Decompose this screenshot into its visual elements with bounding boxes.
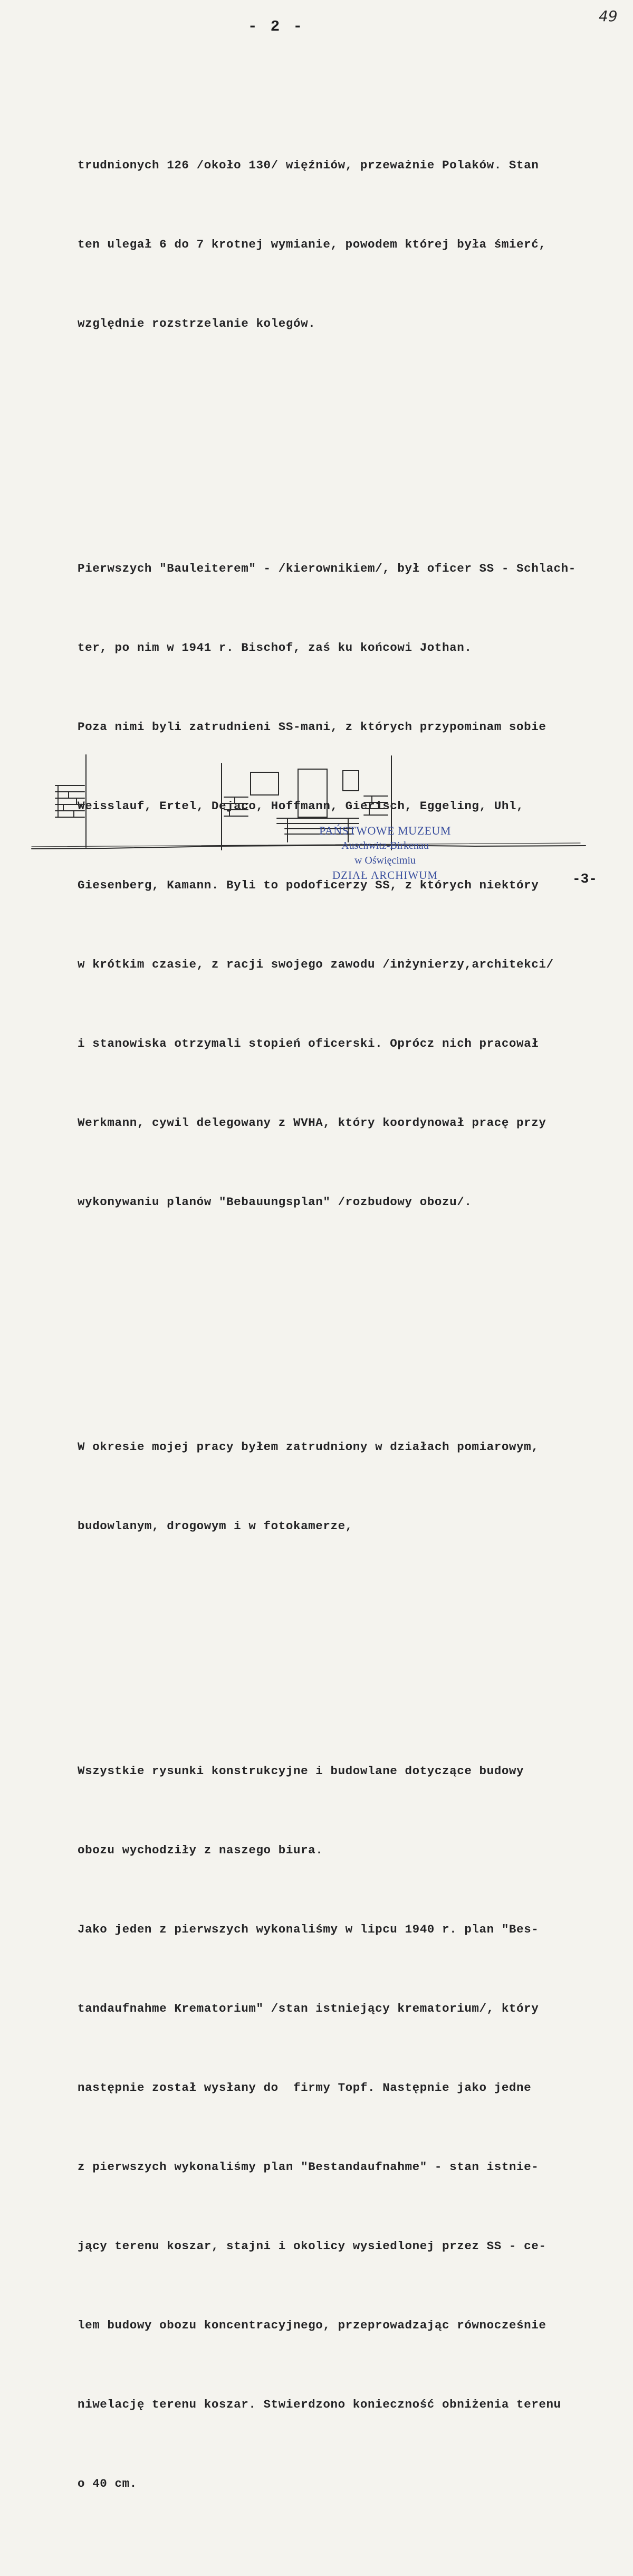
text-line: względnie rozstrzelanie kolegów.	[78, 317, 316, 330]
page-number: - 2 -	[248, 18, 305, 35]
text-line: Poza nimi byli zatrudnieni SS-mani, z których przypominam sobie	[78, 720, 546, 734]
text-line: z pierwszych wykonaliśmy plan "Bestandaufnahme" - stan istnie-	[78, 2160, 539, 2174]
archive-folio-number: 49	[599, 7, 618, 25]
text-line: o 40 cm.	[78, 2477, 137, 2490]
left-brick	[55, 785, 84, 817]
text-line: jący terenu koszar, stajni i okolicy wysiedlonej przez SS - ce-	[78, 2239, 546, 2253]
text-line: i stanowiska otrzymali stopień oficerski. Oprócz nich pracował	[78, 1037, 539, 1050]
text-line: niwelację terenu koszar. Stwierdzono konieczność obniżenia terenu	[78, 2398, 561, 2411]
door	[298, 769, 327, 817]
text-line: w krótkim czasie, z racji swojego zawodu /inżynierzy,architekci/	[78, 958, 554, 971]
paragraph-2	[78, 503, 626, 1268]
text-line: Jako jeden z pierwszych wykonaliśmy w lipcu 1940 r. plan "Bes-	[78, 1922, 539, 1936]
text-line: Weisslauf, Ertel, Dejaco, Hoffmann, Gierisch, Eggeling, Uhl,	[78, 799, 524, 813]
window-right	[343, 771, 359, 791]
text-line: lem budowy obozu koncentracyjnego, przeprowadzając równocześnie	[78, 2318, 546, 2332]
text-line: ten ulegał 6 do 7 krotnej wymianie, powodem której była śmierć,	[78, 238, 546, 251]
museum-stamp	[295, 823, 475, 883]
window-left	[251, 772, 279, 795]
text-line: wykonywaniu planów "Bebauungsplan" /rozbudowy obozu/.	[78, 1195, 472, 1209]
paragraph-4	[78, 1705, 626, 2550]
text-line: W okresie mojej pracy byłem zatrudniony w działach pomiarowym,	[78, 1440, 539, 1454]
paragraph-1	[78, 99, 626, 390]
stamp-line: PAŃSTWOWE MUZEUM	[319, 824, 451, 837]
stamp-line: w Oświęcimiu	[354, 855, 416, 866]
center-brick	[224, 797, 248, 816]
text-line: ter, po nim w 1941 r. Bischof, zaś ku końcowi Jothan.	[78, 641, 472, 655]
stamp-line: Auschwitz-Birkenau	[341, 840, 429, 851]
text-line: Pierwszych "Bauleiterem" - /kierownikiem/, był oficer SS - Schlach-	[78, 562, 576, 575]
typewritten-body	[78, 46, 626, 2576]
text-line: Giesenberg, Kamann. Byli to podoficerzy SS, z których niektóry	[78, 878, 539, 892]
text-line: Wszystkie rysunki konstrukcyjne i budowlane dotyczące budowy	[78, 1764, 524, 1778]
text-line: obozu wychodziły z naszego biura.	[78, 1843, 323, 1857]
paragraph-3	[78, 1381, 626, 1592]
text-line: Werkmann, cywil delegowany z WVHA, który koordynował pracę przy	[78, 1116, 546, 1130]
text-line: budowlanym, drogowym i w fotokamerze,	[78, 1519, 353, 1533]
text-line: trudnionych 126 /około 130/ więźniów, przeważnie Polaków. Stan	[78, 158, 539, 172]
right-brick	[364, 796, 388, 815]
text-line: następnie został wysłany do firmy Topf. Następnie jako jedne	[78, 2081, 532, 2095]
text-line: tandaufnahme Krematorium" /stan istniejący krematorium/, który	[78, 2002, 539, 2015]
next-page-marker: -3-	[572, 871, 597, 887]
stamp-line: DZIAŁ ARCHIWUM	[332, 869, 438, 882]
